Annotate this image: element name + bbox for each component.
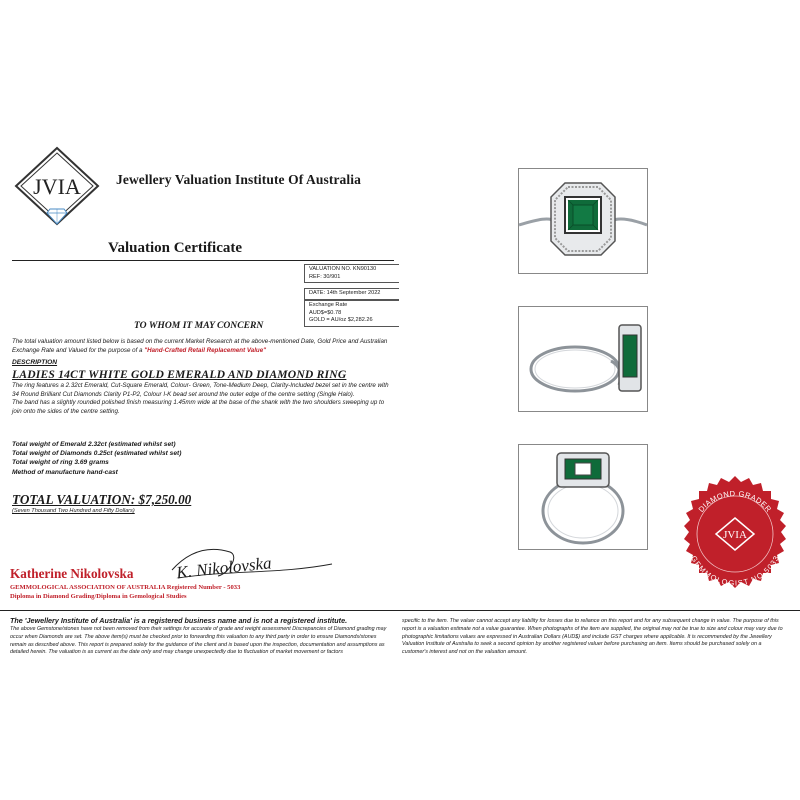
disclaimer-right: specific to the item. The valuer cannot accept any liability for losses due to reliance on this report and for any subsequent change in value. The purpose of this report is a valuation estimate not a value guarantee. When photographs of the item are supplied, the original may not be true to size and colour may vary due to photographic limitations values are expressed in Australian Dollars (AUD$) and include GST charges where applicable. It is recommended by the Jewellery Valuation Institute of Australia to seek a second opinion by another registered valuer before purchasing an item. Items should be purchased solely on a customer's interest and not on the valuation amount. — [402, 618, 783, 656]
ring-photo-side-view — [518, 306, 648, 412]
valuer-signature — [170, 540, 340, 588]
description-paragraph-1: The ring features a 2.32ct Emerald, Cut-Square Emerald, Colour- Green, Tone-Medium Deep, Clarity-Included bezel set in the centre with 34 Round Brilliant Cut Diamonds Clarity P1-P2, Colour I-K bead set around the outer edge of the centre setting (Single Halo). — [12, 382, 389, 398]
ring-photo-under-view — [518, 444, 648, 550]
jvia-logo — [14, 146, 100, 232]
diamond-icon — [47, 209, 67, 224]
logo-text: JVIA — [33, 174, 81, 199]
footer-divider — [0, 610, 800, 611]
valuer-association: GEMMOLOGICAL ASSOCIATION OF AUSTRALIA Registered Number - 5033 — [10, 584, 241, 591]
valuation-number: VALUATION NO. KN90130 — [309, 266, 377, 272]
diamond-weight: Total weight of Diamonds 0.25ct (estimated whilst set) — [12, 450, 182, 458]
title-rule — [12, 260, 394, 261]
ring-under-view-image — [519, 445, 647, 549]
intro-highlight: "Hand-Crafted Retail Replacement Value" — [144, 346, 267, 354]
emerald-weight: Total weight of Emerald 2.32ct (estimated whilst set) — [12, 441, 176, 448]
exchange-rate: AUD$=$0.78 — [309, 309, 342, 316]
valuer-name: Katherine Nikolovska — [10, 566, 134, 581]
certificate-title: Valuation Certificate — [108, 240, 243, 256]
total-valuation-words: (Seven Thousand Two Hundred and Fifty Dollars) — [12, 508, 135, 514]
seal-bottom-text: GEMMOLOGIST NO 5033 — [689, 554, 781, 588]
footer-heading: The 'Jewellery Institute of Australia' is a registered business name and is not a registered institute. — [10, 616, 348, 625]
exchange-box — [304, 300, 399, 327]
institute-name: Jewellery Valuation Institute Of Australia — [116, 172, 361, 187]
intro-text: The total valuation amount listed below is based on the current Market Research at the above-mentioned Date, Gold Price and Australian Exchange Rate and Valued for the purpose of a — [12, 338, 388, 354]
reference-number: REF: 30/901 — [309, 273, 341, 280]
seal-top-text: DIAMOND GRADER — [696, 488, 774, 514]
date-box — [304, 288, 399, 300]
intro-paragraph — [12, 338, 394, 355]
item-title: LADIES 14CT WHITE GOLD EMERALD AND DIAMOND RING — [12, 368, 347, 381]
item-description — [12, 382, 390, 416]
ring-top-view-image — [519, 169, 647, 273]
valuation-date: DATE: 14th September 2022 — [309, 290, 381, 296]
salutation: TO WHOM IT MAY CONCERN — [134, 320, 264, 331]
seal-center-text: JVIA — [723, 529, 747, 541]
ring-side-view-image — [519, 307, 647, 411]
ring-photo-top-view — [518, 168, 648, 274]
ring-weight: Total weight of ring 3.69 grams — [12, 459, 109, 467]
valuer-credentials — [10, 584, 240, 601]
valuation-ref-box — [304, 264, 399, 283]
diamond-grader-seal — [672, 474, 798, 600]
manufacture-method: Method of manufacture hand-cast — [12, 468, 118, 476]
description-paragraph-2: The band has a slightly rounded polished finish measuring 1.45mm wide at the base of the shank with the two shoulders sweeping up to join onto the sides of the centre setting. — [12, 399, 385, 415]
description-label: DESCRIPTION — [12, 359, 58, 366]
total-valuation: TOTAL VALUATION: $7,250.00 — [12, 492, 192, 507]
exchange-label: Exchange Rate — [309, 302, 348, 308]
disclaimer-left: The above Gemstone/stones have not been removed from their settings for accurate of grade and weight assessment Discrepancies of Diamond grading may occur when Diamonds are set. The above item(s) must be checked prior to forwarding this valuation to any third party in order to ensure Diamonds/stones remain as described above. This report is prepared solely for the guidance of the client and is based upon the inspection, documentation and assumptions as detailed herein. The valuation is as current as the date only and may change unexpectedly due to fluctuation of market movement or factors — [10, 626, 387, 656]
gold-price: GOLD = AU/oz $2,282.26 — [309, 317, 373, 323]
signature-text: K. Nikolovska — [175, 553, 273, 583]
weights-list — [12, 440, 181, 477]
valuer-diploma: Diploma in Diamond Grading/Diploma in Gemological Studies — [10, 592, 187, 600]
